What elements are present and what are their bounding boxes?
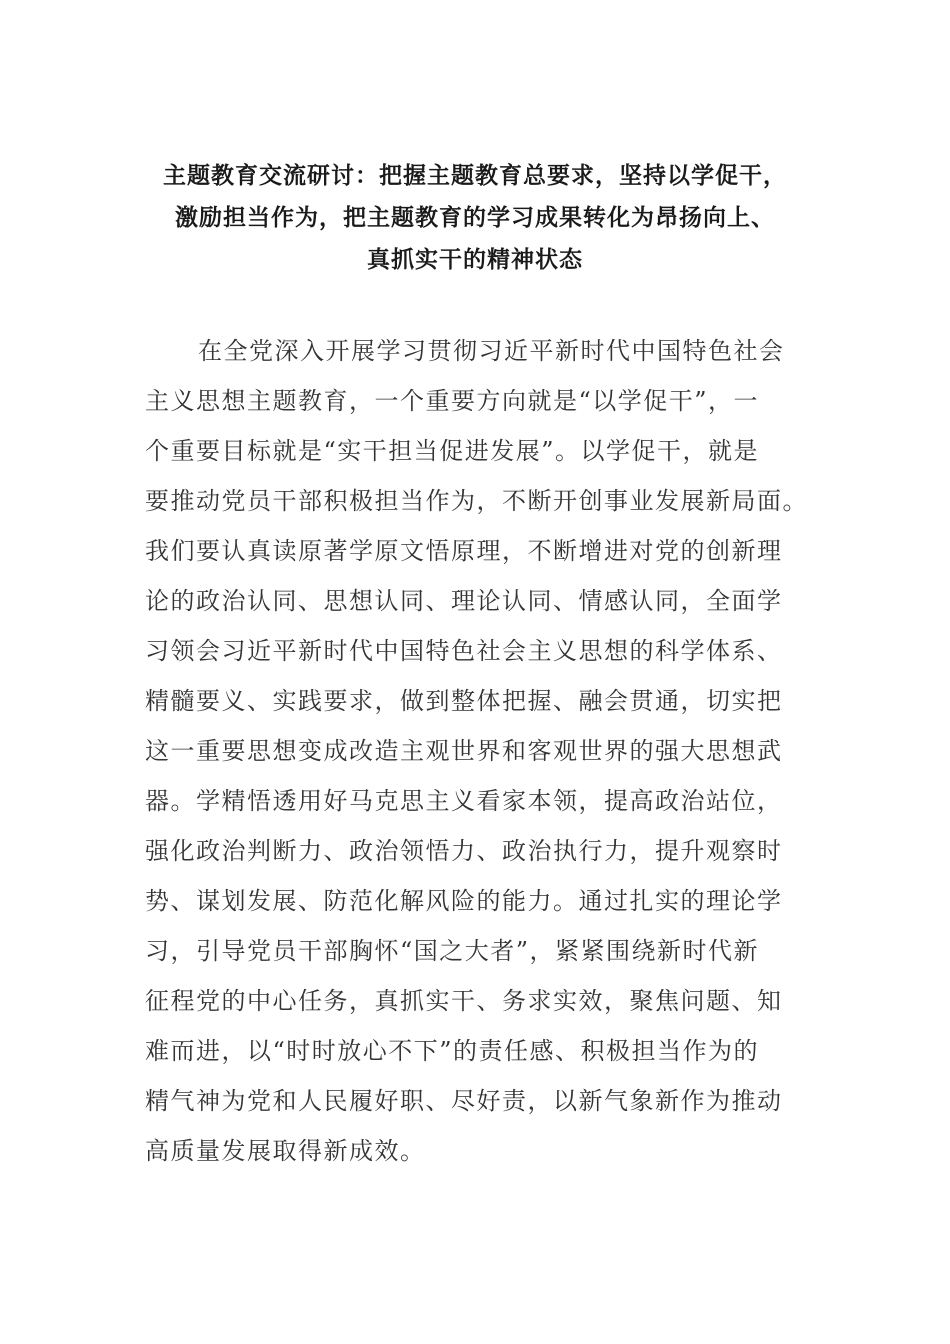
- body-line-10: 器。学精悟透用好马克思主义看家本领，提高政治站位，: [145, 787, 783, 815]
- title-line-3: 真抓实干的精神状态: [367, 247, 583, 273]
- body-line-3: 个重要目标就是“实干担当促进发展”。以学促干，就是: [145, 437, 760, 465]
- body-line-16: 精气神为党和人民履好职、尽好责，以新气象新作为推动: [145, 1087, 783, 1115]
- body-line-11: 强化政治判断力、政治领悟力、政治执行力，提升观察时: [145, 837, 783, 865]
- title-line-1: 主题教育交流研讨：把握主题教育总要求，坚持以学促干，: [163, 163, 787, 189]
- body-line-4: 要推动党员干部积极担当作为，不断开创事业发展新局面。: [145, 487, 808, 515]
- title-line-2: 激励担当作为，把主题教育的学习成果转化为昂扬向上、: [175, 205, 775, 231]
- body-line-5: 我们要认真读原著学原文悟原理，不断增进对党的创新理: [145, 537, 783, 565]
- body-line-15: 难而进，以“时时放心不下”的责任感、积极担当作为的: [145, 1037, 760, 1065]
- body-line-12: 势、谋划发展、防范化解风险的能力。通过扎实的理论学: [145, 887, 783, 915]
- body-paragraph: [145, 326, 808, 1176]
- body-line-8: 精髓要义、实践要求，做到整体把握、融会贯通，切实把: [145, 687, 783, 715]
- body-line-14: 征程党的中心任务，真抓实干、务求实效，聚焦问题、知: [145, 987, 783, 1015]
- body-line-7: 习领会习近平新时代中国特色社会主义思想的科学体系、: [145, 637, 783, 665]
- body-line-1: 在全党深入开展学习贯彻习近平新时代中国特色社会: [198, 337, 785, 365]
- body-line-9: 这一重要思想变成改造主观世界和客观世界的强大思想武: [145, 737, 783, 765]
- document-title: [120, 155, 830, 281]
- body-line-17: 高质量发展取得新成效。: [145, 1137, 426, 1165]
- body-line-13: 习，引导党员干部胸怀“国之大者”，紧紧围绕新时代新: [145, 937, 760, 965]
- body-line-6: 论的政治认同、思想认同、理论认同、情感认同，全面学: [145, 587, 783, 615]
- body-line-2: 主义思想主题教育，一个重要方向就是“以学促干”，一: [145, 387, 760, 415]
